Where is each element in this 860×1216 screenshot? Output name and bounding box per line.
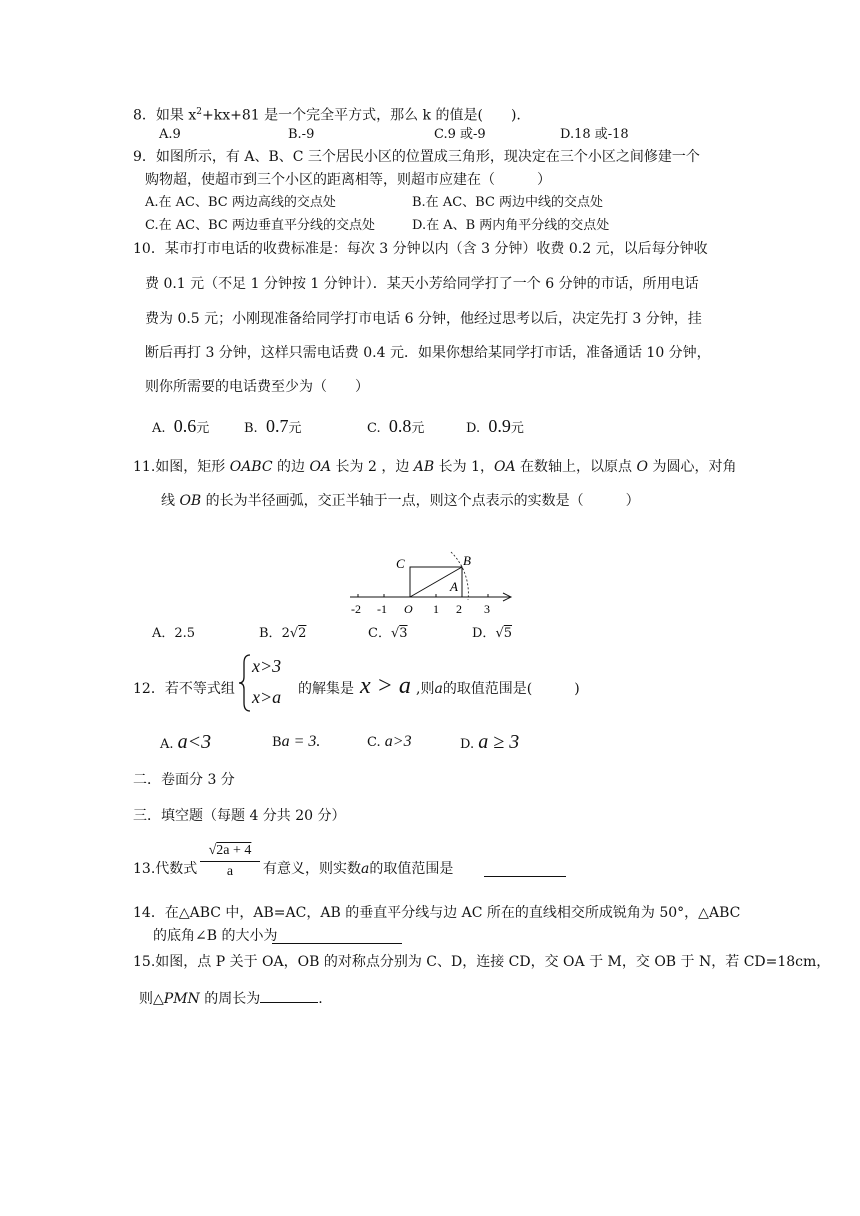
q15-stem-line2: 则△PMN 的周长为 . — [139, 988, 323, 1008]
q12-solution: x > a — [360, 673, 411, 699]
section-3-heading: 三．填空题（每题 4 分共 20 分） — [133, 808, 346, 824]
q12-option-a: A. a<3 — [160, 731, 212, 753]
point-label-c: C — [396, 556, 405, 571]
tick-label-neg1: -1 — [377, 602, 387, 616]
q13-denominator: a — [226, 864, 234, 879]
q13-fraction — [200, 843, 260, 880]
q10-option-c: C. 0.8元 — [367, 416, 425, 436]
q14-stem-line2: 的底角∠B 的大小为 — [153, 928, 278, 944]
q9-stem-line1: 9．如图所示，有 A、B、C 三个居民小区的位置成三角形，现决定在三个小区之间修建一个 — [133, 149, 700, 165]
point-label-a: A — [450, 579, 458, 594]
q12-system-line1: x>3 — [252, 656, 282, 676]
q10-stem-line5: 则你所需要的电话费至少为（ ） — [145, 379, 369, 395]
q13-answer-blank[interactable] — [484, 862, 566, 877]
q10-option-a: A. 0.6元 — [152, 416, 210, 436]
q9-option-a: A.在 AC、BC 两边高线的交点处 — [145, 195, 336, 210]
q11-stem-line2: 线 OB 的长为半径画弧，交正半轴于一点，则这个点表示的实数是（ ） — [161, 493, 640, 509]
q8-option-a: A.9 — [159, 127, 181, 142]
q12-option-b: Ba = 3. — [272, 733, 321, 750]
q13-prefix: 13.代数式 — [133, 861, 198, 877]
section-2-heading: 二．卷面分 3 分 — [133, 772, 235, 788]
q9-option-b: B.在 AC、BC 两边中线的交点处 — [412, 195, 604, 210]
q9-stem-line2: 购物超，使超市到三个小区的距离相等，则超市应建在（ ） — [145, 172, 551, 188]
point-label-b: B — [463, 553, 471, 568]
tick-label-3: 3 — [484, 602, 490, 616]
q12-option-c: C. a>3 — [367, 733, 412, 750]
tick-label-0: O — [404, 602, 413, 616]
q13-numerator: √2a + 4 — [200, 843, 260, 862]
q15-stem-line1: 15.如图，点 P 关于 OA，OB 的对称点分别为 C、D，连接 CD，交 OA 于 M，交 OB 于 N，若 CD=18cm， — [133, 954, 831, 970]
q14-stem-line1: 14．在△ABC 中，AB=AC，AB 的垂直平分线与边 AC 所在的直线相交所成锐角为 50°，△ABC — [133, 905, 741, 921]
tick-label-2: 2 — [456, 602, 462, 616]
q10-option-b: B. 0.7元 — [244, 416, 302, 436]
q15-answer-blank[interactable] — [260, 988, 318, 1003]
tick-label-neg2: -2 — [351, 602, 361, 616]
q11-option-a: A．2.5 — [152, 626, 196, 641]
q14-answer-blank[interactable] — [272, 929, 402, 944]
q12-brace — [238, 653, 252, 713]
q13-suffix: 有意义，则实数a的取值范围是 — [263, 861, 454, 877]
q8-stem: 8．如果 $x^2+kx+81$ 是一个完全平方式，那么 k 的值是( ). — [133, 107, 521, 124]
q11-option-d: D．√5 — [472, 626, 513, 641]
tick-label-1: 1 — [433, 602, 439, 616]
q10-stem-line4: 断后再打 3 分钟，这样只需电话费 0.4 元．如果你想给某同学打市话，准备通话 10 分钟， — [145, 345, 711, 361]
q12-system-line2: x>a — [252, 687, 282, 707]
q12-mid: 的解集是 — [298, 681, 354, 697]
number-line-figure — [340, 545, 520, 620]
q10-stem-line1: 10．某市打市电话的收费标准是：每次 3 分钟以内（含 3 分钟）收费 0.2 元，以后每分钟收 — [133, 241, 708, 257]
q10-stem-line3: 费为 0.5 元；小刚现准备给同学打市电话 6 分钟，他经过思考以后，决定先打 3 分钟，挂 — [145, 311, 702, 327]
q11-option-c: C．√3 — [368, 626, 408, 641]
q11-option-b: B．2√2 — [259, 626, 307, 641]
q12-suffix: ,则a的取值范围是( ) — [416, 681, 580, 697]
q10-option-d: D. 0.9元 — [466, 416, 524, 436]
q10-stem-line2: 费 0.1 元（不足 1 分钟按 1 分钟计）．某天小芳给同学打了一个 6 分钟的市话，所用电话 — [145, 276, 699, 292]
q8-option-d: D.18 或-18 — [560, 127, 629, 142]
q11-stem-line1: 11.如图，矩形 OABC 的边 OA 长为 2 ，边 AB 长为 1，OA 在数轴上，以原点 O 为圆心，对角 — [133, 459, 737, 475]
q9-option-d: D.在 A、B 两内角平分线的交点处 — [412, 218, 610, 233]
q12-prefix: 12．若不等式组 — [133, 681, 235, 697]
q9-option-c: C.在 AC、BC 两边垂直平分线的交点处 — [145, 218, 375, 233]
q8-option-c: C.9 或-9 — [434, 127, 486, 142]
q12-option-d: D. a ≥ 3 — [460, 731, 520, 753]
q8-option-b: B.-9 — [288, 127, 315, 142]
